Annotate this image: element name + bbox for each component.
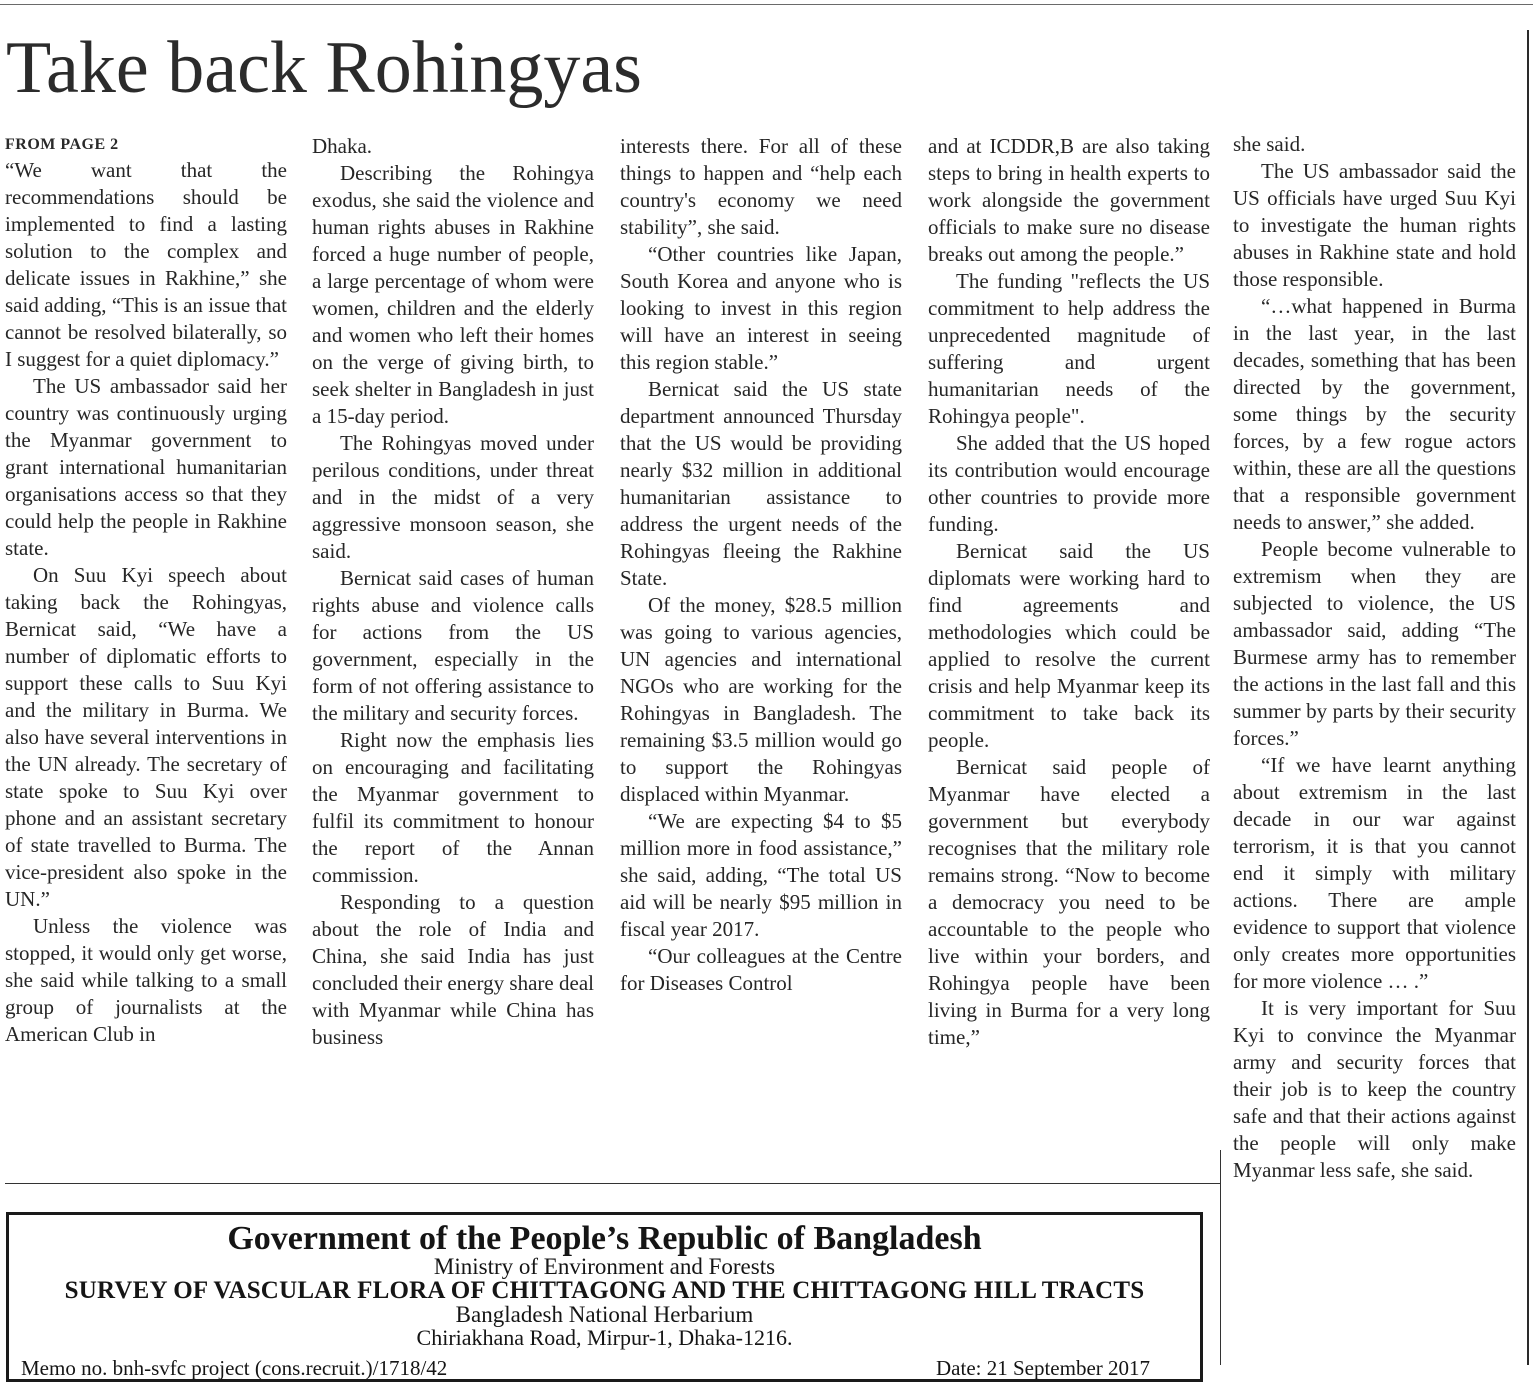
article-column-3 (620, 133, 902, 997)
article-column-1 (5, 133, 287, 1048)
paragraph: Bernicat said the US diplomats were working hard to find agreements and methodologies which could be applied to resolve the current crisis and help Myanmar keep its commitment to take back its people. (928, 539, 1210, 752)
paragraph: “We are expecting $4 to $5 million more in food assistance,” she said, adding, “The total US aid will be nearly $95 million in fiscal year 2017. (620, 809, 902, 941)
continuation-kicker: FROM PAGE 2 (5, 136, 119, 153)
advert-herbarium: Bangladesh National Herbarium (455, 1302, 754, 1327)
paragraph: She added that the US hoped its contribution would encourage other countries to provide more funding. (928, 431, 1210, 536)
paragraph: People become vulnerable to extremism when they are subjected to violence, the US ambassador said, adding “The Burmese army has to remember the actions in the last fall and this summer by parts by their security forces.” (1233, 537, 1516, 750)
paragraph: Bernicat said cases of human rights abuse and violence calls for actions from the US government, especially in the form of not offering assistance to the military and security forces. (312, 566, 594, 725)
paragraph: Responding to a question about the role of India and China, she said India has just concluded their energy share deal with Myanmar while China has business (312, 890, 594, 1049)
right-column-rule (1527, 30, 1529, 1365)
paragraph: Bernicat said people of Myanmar have elected a government but everybody recognises that the military role remains strong. “Now to become a democracy you need to be accountable to the people who live within your borders, and Rohingya people have been living in Burma for a very long time,” (928, 755, 1210, 1049)
section-divider (5, 1183, 1221, 1184)
advert-date: Date: 21 September 2017 (936, 1356, 1151, 1380)
paragraph: The US ambassador said the US officials have urged Suu Kyi to investigate the human rights abuses in Rakhine state and hold those responsible. (1233, 159, 1516, 291)
paragraph: “Our colleagues at the Centre for Diseases Control (620, 944, 902, 995)
government-notice-advert (6, 1212, 1203, 1382)
column-divider (1220, 1150, 1221, 1365)
paragraph: Dhaka. (312, 134, 373, 158)
paragraph: Describing the Rohingya exodus, she said the violence and human rights abuses in Rakhine forced a huge number of people, a large percentage of whom were women, children and the elderly and women who left their homes on the verge of giving birth, to seek shelter in Bangladesh in just a 15-day period. (312, 161, 594, 428)
paragraph: It is very important for Suu Kyi to convince the Myanmar army and security forces that their job is to keep the country safe and that their actions against the people will only make Myanmar less safe, she said. (1233, 996, 1516, 1182)
paragraph: On Suu Kyi speech about taking back the Rohingyas, Bernicat said, “We have a number of diplomatic efforts to support these calls to Suu Kyi and the military in Burma. We also have several interventions in the UN already. The secretary of state spoke to Suu Kyi over phone and an assistant secretary of state travelled to Burma. The vice-president also spoke in the UN.” (5, 563, 287, 911)
paragraph: “If we have learnt anything about extremism in the last decade in our war against terrorism, it is that you cannot end it simply with military actions. There are ample evidence to support that violence only creates more opportunities for more violence … .” (1233, 753, 1516, 993)
paragraph: “…what happened in Burma in the last year, in the last decades, something that has been directed by the government, some things by the security forces, by a few rogue actors within, these are all the questions that a responsible government needs to answer,” she added. (1233, 294, 1516, 534)
paragraph: Right now the emphasis lies on encouraging and facilitating the Myanmar government to fulfil its commitment to honour the report of the Annan commission. (312, 728, 594, 887)
article-column-2 (312, 133, 594, 1051)
paragraph: The Rohingyas moved under perilous conditions, under threat and in the midst of a very aggressive monsoon season, she said. (312, 431, 594, 563)
paragraph: The US ambassador said her country was continuously urging the Myanmar government to grant international humanitarian organisations access so that they could help the people in Rakhine state. (5, 374, 287, 560)
paragraph: The funding "reflects the US commitment to help address the unprecedented magnitude of suffering and urgent humanitarian needs of the Rohingya people". (928, 269, 1210, 428)
article-column-4 (928, 133, 1210, 1051)
headline: Take back Rohingyas (6, 27, 642, 109)
advert-title: Government of the People’s Republic of Bangladesh (227, 1220, 982, 1257)
advert-survey-title: SURVEY OF VASCULAR FLORA OF CHITTAGONG AND THE CHITTAGONG HILL TRACTS (64, 1277, 1145, 1304)
paragraph: she said. (1233, 132, 1306, 156)
paragraph: “We want that the recommendations should be implemented to find a lasting solution to the complex and delicate issues in Rakhine,” she said adding, “This is an issue that cannot be resolved bilaterally, so I suggest for a quiet diplomacy.” (5, 158, 287, 371)
advert-ministry: Ministry of Environment and Forests (433, 1254, 776, 1279)
article-column-5 (1233, 131, 1516, 1184)
paragraph: Unless the violence was stopped, it would only get worse, she said while talking to a small group of journalists at the American Club in (5, 914, 287, 1046)
paragraph: Of the money, $28.5 million was going to various agencies, UN agencies and international NGOs who are working for the Rohingyas in Bangladesh. The remaining $3.5 million would go to support the Rohingyas displaced within Myanmar. (620, 593, 902, 806)
paragraph: interests there. For all of these things to happen and “help each country's economy we need stability”, she said. (620, 134, 902, 239)
advert-memo-number: Memo no. bnh-svfc project (cons.recruit.)/1718/42 (21, 1356, 448, 1380)
paragraph: and at ICDDR,B are also taking steps to bring in health experts to work alongside the government officials to make sure no disease breaks out among the people.” (928, 134, 1210, 266)
paragraph: “Other countries like Japan, South Korea and anyone who is looking to invest in this region will have an interest in seeing this region stable.” (620, 242, 902, 374)
paragraph: Bernicat said the US state department announced Thursday that the US would be providing nearly $32 million in additional humanitarian assistance to address the urgent needs of the Rohingyas fleeing the Rakhine State. (620, 377, 902, 590)
advert-address: Chiriakhana Road, Mirpur-1, Dhaka-1216. (416, 1325, 793, 1350)
top-rule (0, 4, 1533, 5)
